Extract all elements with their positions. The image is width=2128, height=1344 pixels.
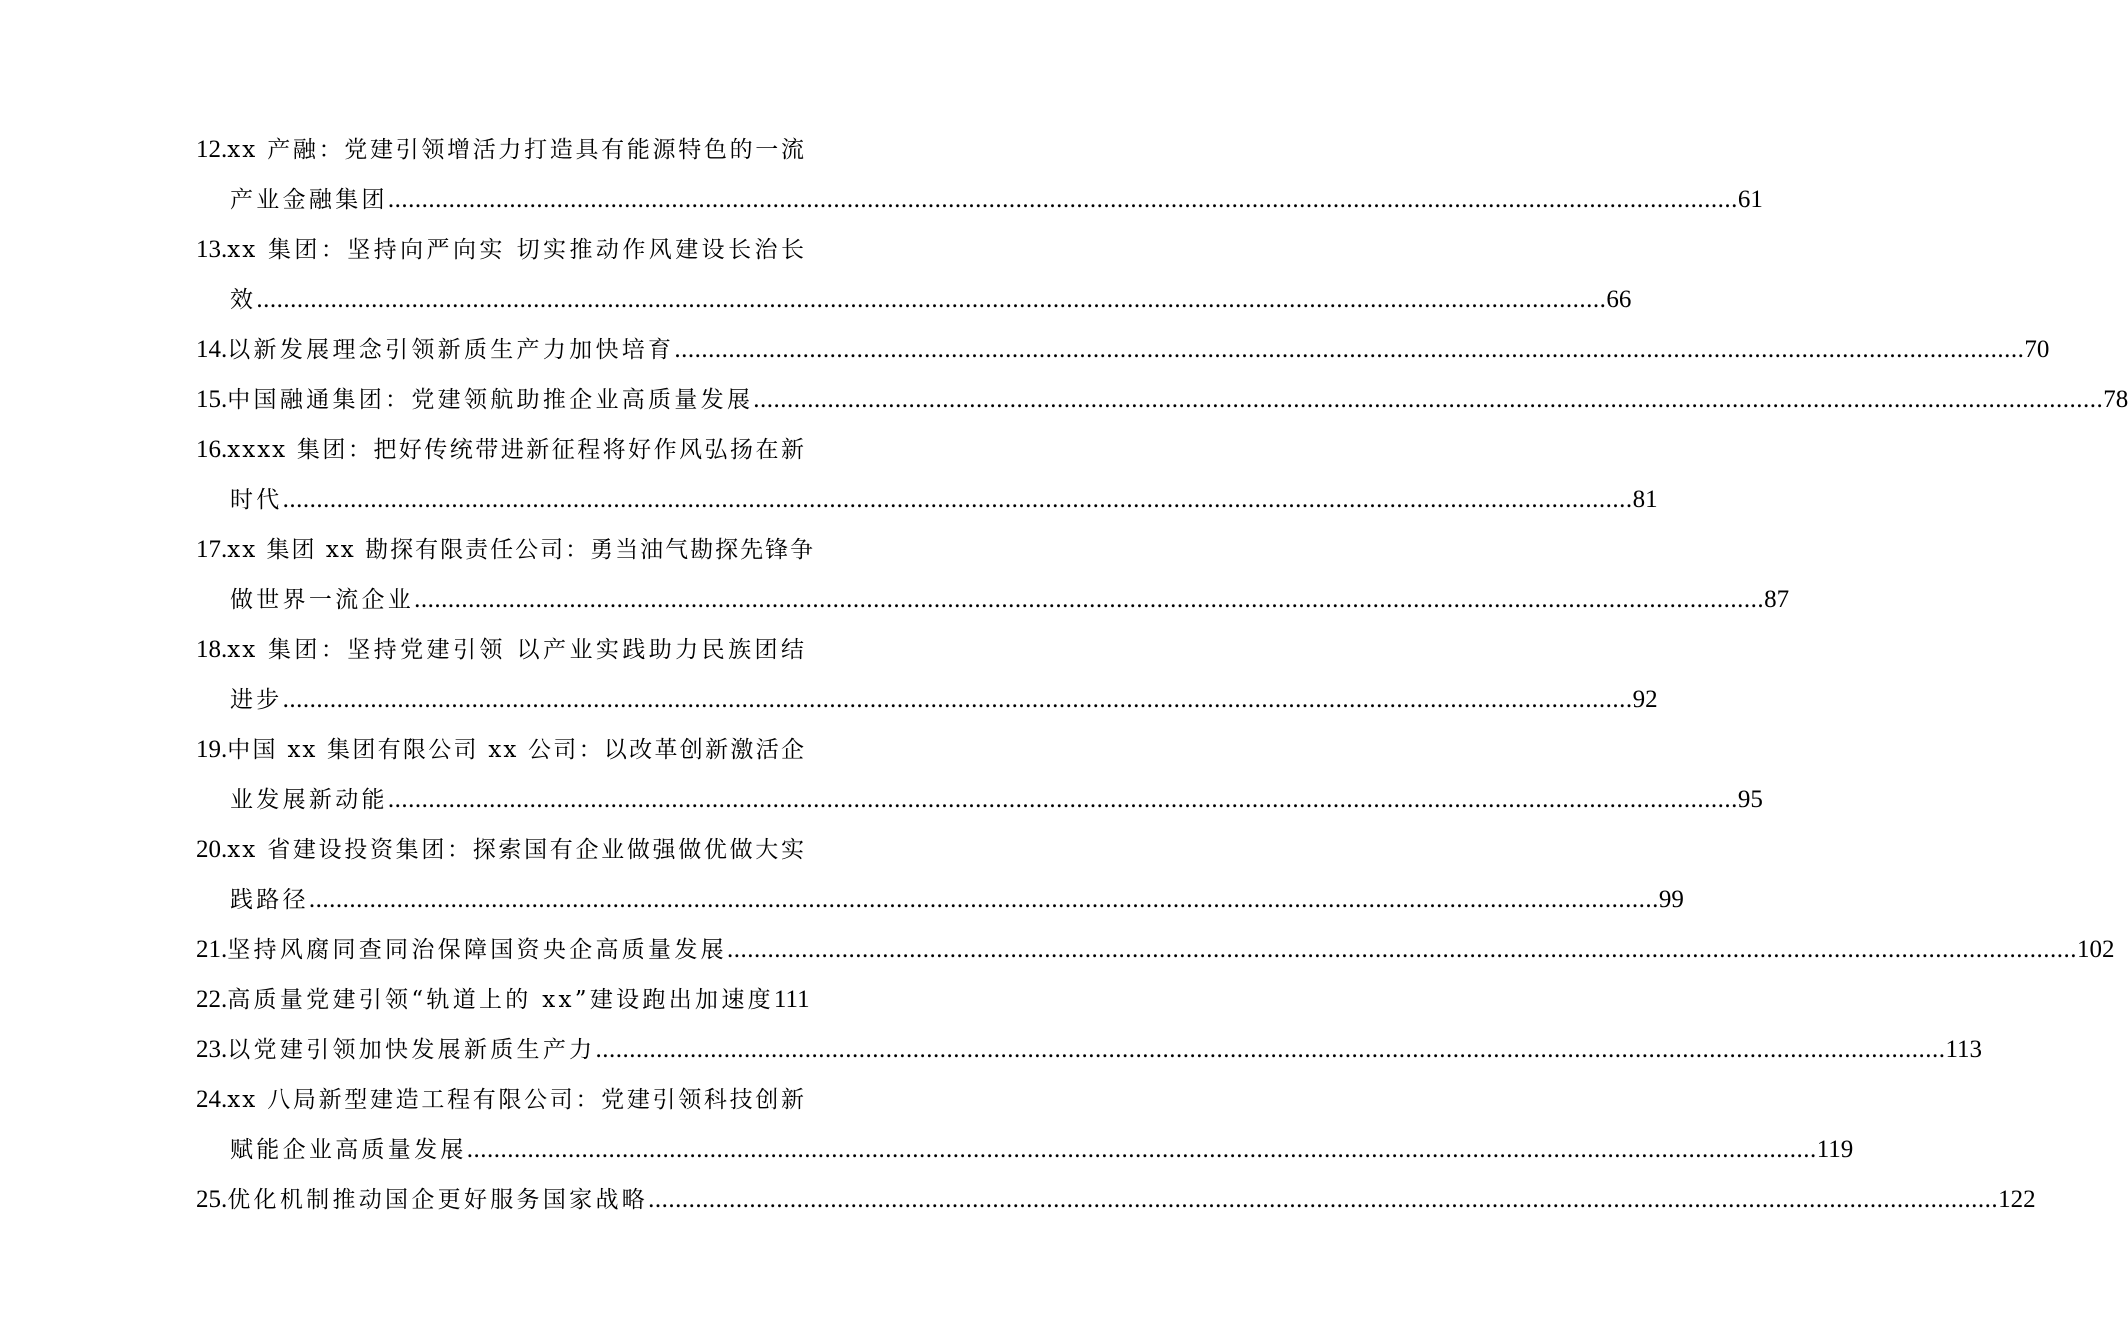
leader-dots: ........................................................................................................................................................................................................ xyxy=(674,336,2025,363)
entry-title: 中国 xx 集团有限公司 xx 公司：以改革创新激活企 xyxy=(227,737,806,763)
entry-title: 以党建引领加快发展新质生产力 xyxy=(227,1037,596,1063)
entry-title-continued: 业发展新动能 xyxy=(230,787,388,813)
entry-number: 14. xyxy=(196,336,228,363)
entry-number: 16. xyxy=(196,436,228,463)
toc-entry-line[interactable] xyxy=(196,425,806,475)
entry-title-continued: 赋能企业高质量发展 xyxy=(230,1137,467,1163)
page-number: 81 xyxy=(1632,486,1658,513)
entry-title: xx 八局新型建造工程有限公司：党建引领科技创新 xyxy=(227,1087,806,1113)
toc-entry-continuation[interactable] xyxy=(196,1125,1854,1175)
toc-entry-line[interactable] xyxy=(196,125,806,175)
toc-entry-continuation[interactable] xyxy=(196,475,1658,525)
entry-number: 19. xyxy=(196,736,228,763)
toc-entry-line[interactable] xyxy=(196,525,816,575)
entry-title-continued: 效 xyxy=(230,287,257,313)
entry-title: xx 集团：坚持党建引领 以产业实践助力民族团结 xyxy=(227,637,806,663)
toc-entry-line[interactable] xyxy=(196,375,2128,425)
toc-entry-line[interactable] xyxy=(196,1075,806,1125)
toc-entry-line[interactable] xyxy=(196,625,806,675)
toc-entry-line[interactable] xyxy=(196,225,806,275)
page-number: 61 xyxy=(1737,186,1763,213)
entry-title: xx 产融：党建引领增活力打造具有能源特色的一流 xyxy=(227,137,806,163)
entry-number: 22. xyxy=(196,986,228,1013)
entry-number: 24. xyxy=(196,1086,228,1113)
entry-title: 高质量党建引领“轨道上的 xx”建设跑出加速度 xyxy=(227,987,774,1013)
entry-title: 坚持风腐同查同治保障国资央企高质量发展 xyxy=(227,937,727,963)
entry-title-continued: 时代 xyxy=(230,487,283,513)
entry-number: 13. xyxy=(196,236,228,263)
page-number: 113 xyxy=(1945,1036,1983,1063)
entry-title-continued: 产业金融集团 xyxy=(230,187,388,213)
entry-title: xxxx 集团：把好传统带进新征程将好作风弘扬在新 xyxy=(227,437,806,463)
leader-dots: ........................................................................................................................................................................................................ xyxy=(753,386,2104,413)
leader-dots: ........................................................................................................................................................................................................ xyxy=(282,486,1633,513)
entry-title: 中国融通集团：党建领航助推企业高质量发展 xyxy=(227,387,754,413)
toc-entry-line[interactable] xyxy=(196,1175,2036,1225)
leader-dots: ........................................................................................................................................................................................................ xyxy=(256,286,1607,313)
page-number: 95 xyxy=(1737,786,1763,813)
entry-number: 20. xyxy=(196,836,228,863)
entry-number: 21. xyxy=(196,936,228,963)
entry-title: 优化机制推动国企更好服务国家战略 xyxy=(227,1187,649,1213)
entry-title-continued: 进步 xyxy=(230,687,283,713)
entry-title: xx 集团 xx 勘探有限责任公司：勇当油气勘探先锋争 xyxy=(227,537,816,563)
page-number: 92 xyxy=(1632,686,1658,713)
entry-title-continued: 践路径 xyxy=(230,887,309,913)
leader-dots: ........................................................................................................................................................................................................ xyxy=(308,886,1659,913)
toc-entry-line[interactable] xyxy=(196,925,2115,975)
toc-entry-continuation[interactable] xyxy=(196,675,1658,725)
page-number: 99 xyxy=(1658,886,1684,913)
page-number: 70 xyxy=(2024,336,2050,363)
leader-dots: ........................................................................................................................................................................................................ xyxy=(414,586,1765,613)
leader-dots: ........................................................................................................................................................................................................ xyxy=(595,1036,1946,1063)
leader-dots: ........................................................................................................................................................................................................ xyxy=(387,786,1738,813)
page-number: 122 xyxy=(1998,1186,2036,1213)
page-number: 102 xyxy=(2076,936,2115,963)
entry-title: xx 省建设投资集团：探索国有企业做强做优做大实 xyxy=(227,837,806,863)
leader-dots: ........................................................................................................................................................................................................ xyxy=(466,1136,1817,1163)
entry-title: 以新发展理念引领新质生产力加快培育 xyxy=(227,337,675,363)
toc-entry-continuation[interactable] xyxy=(196,175,1763,225)
toc-entry-continuation[interactable] xyxy=(196,875,1684,925)
entry-title: xx 集团：坚持向严向实 切实推动作风建设长治长 xyxy=(227,237,806,263)
toc-entry-continuation[interactable] xyxy=(196,575,1790,625)
entry-number: 15. xyxy=(196,386,228,413)
page-number: 111 xyxy=(773,986,810,1013)
toc-entry-line[interactable] xyxy=(196,325,2050,375)
toc-entry-line[interactable] xyxy=(196,825,806,875)
page-number: 87 xyxy=(1764,586,1790,613)
toc-entry-continuation[interactable] xyxy=(196,275,1632,325)
entry-number: 23. xyxy=(196,1036,228,1063)
entry-title-continued: 做世界一流企业 xyxy=(230,587,415,613)
leader-dots: ........................................................................................................................................................................................................ xyxy=(282,686,1633,713)
table-of-contents xyxy=(196,125,2128,1225)
page-number: 78 xyxy=(2103,386,2128,413)
toc-entry-line[interactable] xyxy=(196,725,806,775)
toc-entry-line[interactable] xyxy=(196,975,810,1025)
entry-number: 18. xyxy=(196,636,228,663)
page-number: 119 xyxy=(1816,1136,1854,1163)
leader-dots: ........................................................................................................................................................................................................ xyxy=(387,186,1738,213)
leader-dots: ........................................................................................................................................................................................................ xyxy=(648,1186,1999,1213)
entry-number: 12. xyxy=(196,136,228,163)
page-number: 66 xyxy=(1606,286,1632,313)
entry-number: 17. xyxy=(196,536,228,563)
toc-entry-line[interactable] xyxy=(196,1025,1983,1075)
toc-entry-continuation[interactable] xyxy=(196,775,1763,825)
entry-number: 25. xyxy=(196,1186,228,1213)
leader-dots: ........................................................................................................................................................................................................ xyxy=(726,936,2077,963)
